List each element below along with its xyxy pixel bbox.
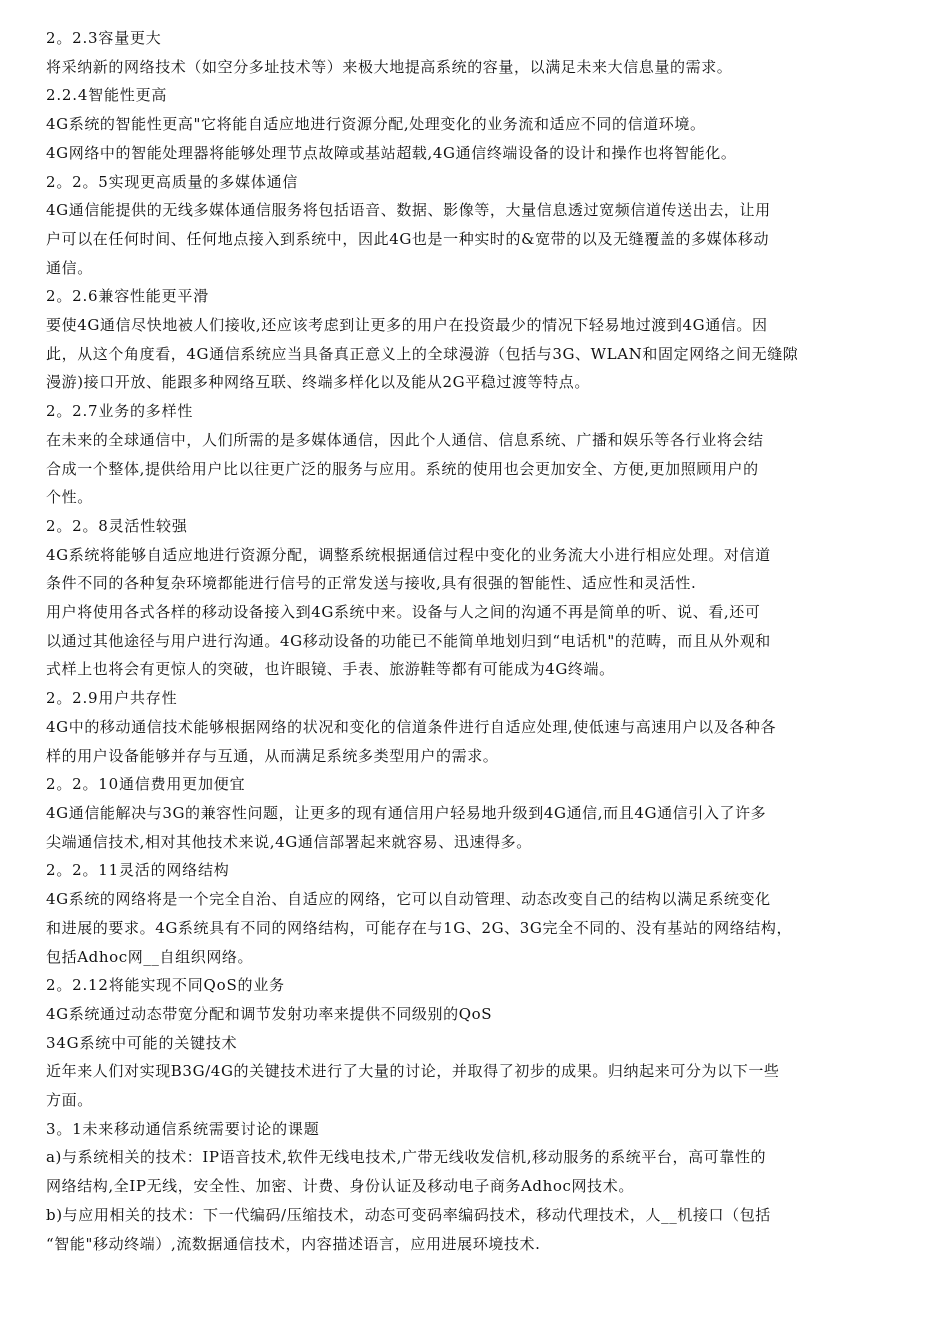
paragraph-line: 4G系统的网络将是一个完全自治、自适应的网络，它可以自动管理、动态改变自己的结构以满足系统变化 bbox=[46, 890, 771, 909]
paragraph-line: 漫游)接口开放、能跟多种网络互联、终端多样化以及能从2G平稳过渡等特点。 bbox=[46, 373, 590, 392]
paragraph-line: 以通过其他途径与用户进行沟通。4G移动设备的功能已不能简单地划归到“电话机"的范畴，而且从外观和 bbox=[46, 631, 771, 650]
chapter-heading: 34G系统中可能的关键技术 bbox=[46, 1033, 238, 1052]
paragraph-line: 通信。 bbox=[46, 258, 93, 277]
paragraph-line: 条件不同的各种复杂环境都能进行信号的正常发送与接收,具有很强的智能性、适应性和灵活性. bbox=[46, 574, 697, 593]
paragraph-line: 式样上也将会有更惊人的突破，也许眼镜、手表、旅游鞋等都有可能成为4G终端。 bbox=[46, 660, 615, 679]
paragraph-line: 用户将使用各式各样的移动设备接入到4G系统中来。设备与人之间的沟通不再是简单的听、说、看,还可 bbox=[46, 603, 761, 622]
list-item-line: a)与系统相关的技术：IP语音技术,软件无线电技术,广带无线收发信机,移动服务的系统平台，高可靠性的 bbox=[46, 1148, 767, 1167]
paragraph-line: 4G通信能解决与3G的兼容性问题，让更多的现有通信用户轻易地升级到4G通信,而且4G通信引入了许多 bbox=[46, 803, 767, 822]
list-item-line: b)与应用相关的技术：下一代编码/压缩技术，动态可变码率编码技术，移动代理技术，人__机接口（包括 bbox=[46, 1205, 771, 1224]
paragraph-line: 近年来人们对实现B3G/4G的关键技术进行了大量的讨论，并取得了初步的成果。归纳起来可分为以下一些 bbox=[46, 1062, 780, 1081]
paragraph-line: 尖端通信技术,相对其他技术来说,4G通信部署起来就容易、迅速得多。 bbox=[46, 832, 532, 851]
section-heading: 2。2.6兼容性能更平滑 bbox=[46, 287, 209, 306]
paragraph-line: 样的用户设备能够并存与互通，从而满足系统多类型用户的需求。 bbox=[46, 746, 499, 765]
paragraph-line: 方面。 bbox=[46, 1091, 93, 1110]
paragraph-line: 户可以在任何时间、任何地点接入到系统中，因此4G也是一种实时的&宽带的以及无缝覆盖的多媒体移动 bbox=[46, 229, 770, 248]
paragraph-line: 4G系统的智能性更高"它将能自适应地进行资源分配,处理变化的业务流和适应不同的信道环境。 bbox=[46, 115, 706, 134]
paragraph-line: 合成一个整体,提供给用户比以往更广泛的服务与应用。系统的使用也会更加安全、方便,更加照顾用户的 bbox=[46, 459, 759, 478]
paragraph-line: 和进展的要求。4G系统具有不同的网络结构，可能存在与1G、2G、3G完全不同的、没有基站的网络结构， bbox=[46, 918, 793, 937]
paragraph-line: 4G中的移动通信技术能够根据网络的状况和变化的信道条件进行自适应处理,使低速与高速用户以及各种各 bbox=[46, 717, 777, 736]
section-heading: 2。2。10通信费用更加便宜 bbox=[46, 775, 246, 794]
paragraph-line: 4G通信能提供的无线多媒体通信服务将包括语音、数据、影像等，大量信息透过宽频信道传送出去，让用 bbox=[46, 201, 771, 220]
section-heading: 2。2.9用户共存性 bbox=[46, 689, 178, 708]
paragraph-line: 将采纳新的网络技术（如空分多址技术等）来极大地提高系统的容量，以满足未来大信息量的需求。 bbox=[46, 57, 733, 76]
paragraph-line: 此，从这个角度看，4G通信系统应当具备真正意义上的全球漫游（包括与3G、WLAN和固定网络之间无缝隙 bbox=[46, 344, 799, 363]
document-page bbox=[46, 24, 906, 1258]
paragraph-line: 在未来的全球通信中，人们所需的是多媒体通信，因此个人通信、信息系统、广播和娱乐等各行业将会结 bbox=[46, 430, 764, 449]
paragraph-line: 要使4G通信尽快地被人们接收,还应该考虑到让更多的用户在投资最少的情况下轻易地过渡到4G通信。因 bbox=[46, 316, 768, 335]
list-item-line: “智能"移动终端）,流数据通信技术，内容描述语言，应用进展环境技术. bbox=[46, 1234, 541, 1253]
section-heading: 2.2.4智能性更高 bbox=[46, 86, 168, 105]
paragraph-line: 4G网络中的智能处理器将能够处理节点故障或基站超载,4G通信终端设备的设计和操作也将智能化。 bbox=[46, 143, 737, 162]
paragraph-line: 4G系统通过动态带宽分配和调节发射功率来提供不同级别的QoS bbox=[46, 1004, 493, 1023]
list-item-line: 网络结构,全IP无线，安全性、加密、计费、身份认证及移动电子商务Adhoc网技术。 bbox=[46, 1177, 634, 1196]
paragraph-line: 4G系统将能够自适应地进行资源分配，调整系统根据通信过程中变化的业务流大小进行相应处理。对信道 bbox=[46, 545, 771, 564]
section-heading: 2。2。5实现更高质量的多媒体通信 bbox=[46, 172, 299, 191]
paragraph-line: 个性。 bbox=[46, 488, 93, 507]
section-heading: 2。2.7业务的多样性 bbox=[46, 402, 194, 421]
section-heading: 2。2。8灵活性较强 bbox=[46, 516, 188, 535]
section-heading: 2。2.3容量更大 bbox=[46, 29, 162, 47]
paragraph-line: 包括Adhoc网__自组织网络。 bbox=[46, 947, 254, 966]
section-heading: 2。2.12将能实现不同QoS的业务 bbox=[46, 976, 285, 995]
section-heading: 2。2。11灵活的网络结构 bbox=[46, 861, 230, 880]
section-heading: 3。1未来移动通信系统需要讨论的课题 bbox=[46, 1119, 320, 1138]
